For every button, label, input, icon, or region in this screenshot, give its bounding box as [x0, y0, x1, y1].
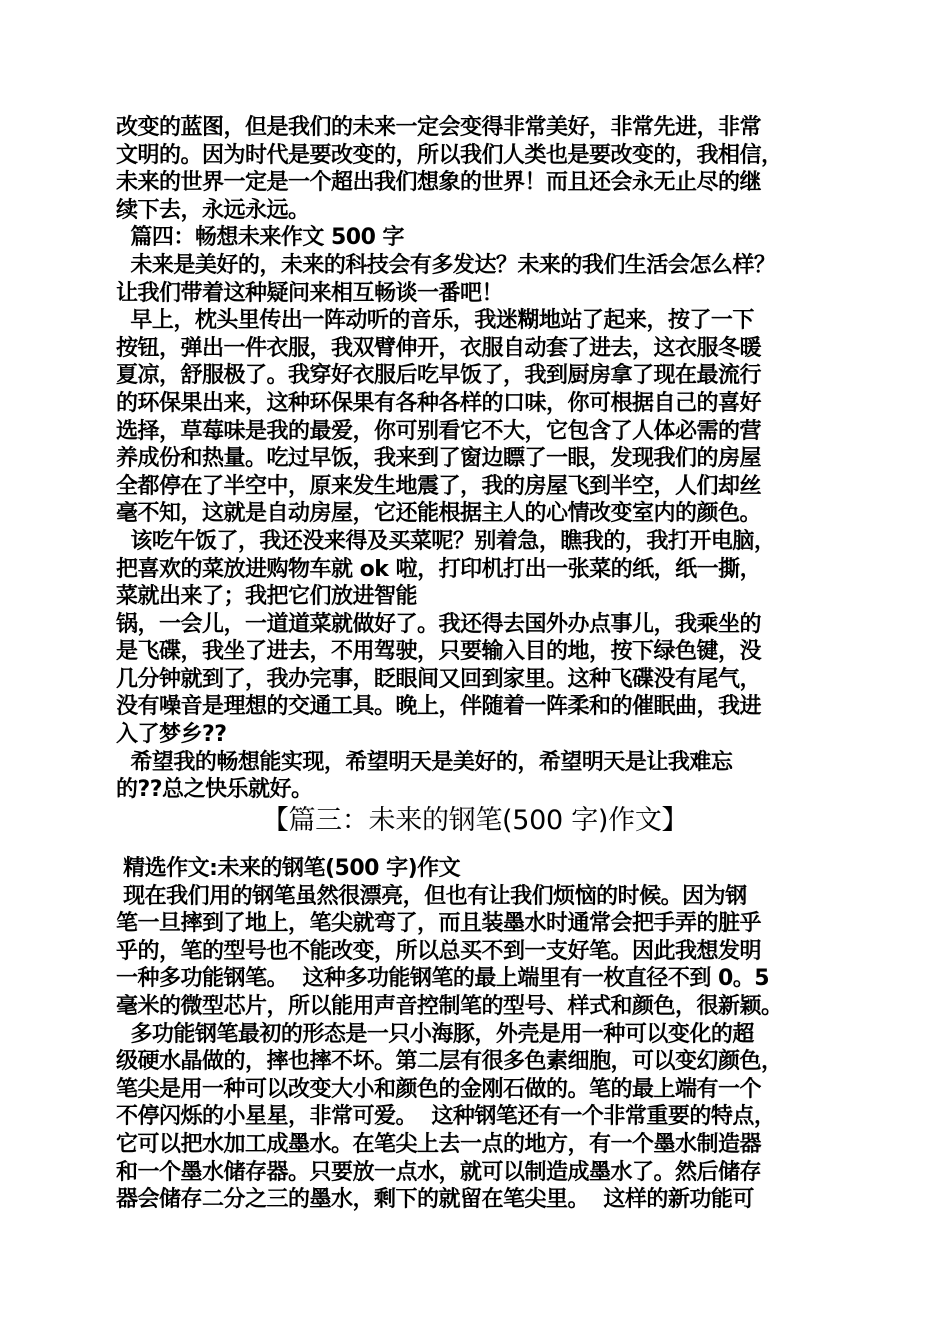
text-line: 养成份和热量。吃过早饭，我来到了窗边瞟了一眼，发现我们的房屋: [116, 446, 762, 472]
text-line: 篇四：畅想未来作文 500 字: [116, 225, 405, 251]
body-text-part2: [116, 855, 846, 1214]
text-line: 该吃午饭了，我还没来得及买菜呢？别着急，瞧我的，我打开电脑，: [116, 528, 776, 554]
text-line: 不停闪烁的小星星，非常可爱。 这种钢笔还有一个非常重要的特点，: [116, 1104, 776, 1130]
text-line: 按钮，弹出一件衣服，我双臂伸开，衣服自动套了进去，这衣服冬暖: [116, 335, 762, 361]
text-line: 器会储存二分之三的墨水，剩下的就留在笔尖里。 这样的新功能可: [116, 1187, 754, 1213]
text-line: 几分钟就到了，我办完事，眨眼间又回到家里。这种飞碟没有尾气，: [116, 666, 762, 692]
section-heading: 【篇三：未来的钢笔(500 字)作文】: [261, 805, 689, 836]
text-line: 和一个墨水储存器。只要放一点水，就可以制造成墨水了。然后储存: [116, 1159, 762, 1185]
text-line: 的环保果出来，这种环保果有各种各样的口味，你可根据自己的喜好: [116, 390, 762, 416]
text-line: 入了梦乡??: [116, 722, 227, 748]
text-line: 的??总之快乐就好。: [116, 777, 313, 803]
text-line: 锅，一会儿，一道道菜就做好了。我还得去国外办点事儿，我乘坐的: [116, 611, 762, 637]
text-line: 未来是美好的，未来的科技会有多发达？未来的我们生活会怎么样？: [116, 252, 776, 278]
text-line: 全都停在了半空中，原来发生地震了，我的房屋飞到半空，人们却丝: [116, 473, 762, 499]
text-line: 笔尖是用一种可以改变大小和颜色的金刚石做的。笔的最上端有一个: [116, 1076, 762, 1102]
text-line: 早上，枕头里传出一阵动听的音乐，我迷糊地站了起来，按了一下: [116, 308, 754, 334]
text-line: 乎的，笔的型号也不能改变，所以总买不到一支好笔。因此我想发明: [116, 938, 762, 964]
text-line: 毫不知，这就是自动房屋，它还能根据主人的心情改变室内的颜色。: [116, 501, 762, 527]
text-line: 文明的。因为时代是要改变的，所以我们人类也是要改变的，我相信，: [116, 142, 783, 168]
text-line: 希望我的畅想能实现，希望明天是美好的，希望明天是让我难忘: [116, 749, 733, 775]
text-line: 让我们带着这种疑问来相互畅谈一番吧！: [116, 280, 504, 306]
text-line: 毫米的微型芯片，所以能用声音控制笔的型号、样式和颜色，很新颖。: [116, 993, 783, 1019]
text-line: 多功能钢笔最初的形态是一只小海豚，外壳是用一种可以变化的超: [116, 1021, 754, 1047]
text-line: 精选作文:未来的钢笔(500 字)作文: [116, 856, 461, 881]
text-line: 现在我们用的钢笔虽然很漂亮，但也有让我们烦恼的时候。因为钢: [116, 883, 747, 909]
text-line: 把喜欢的菜放进购物车就 ok 啦，打印机打出一张菜的纸，纸一撕，: [116, 556, 762, 582]
text-line: 菜就出来了；我把它们放进智能: [116, 584, 418, 610]
text-line: 是飞碟，我坐了进去，不用驾驶，只要输入目的地，按下绿色键，没: [116, 639, 762, 665]
text-line: 未来的世界一定是一个超出我们想象的世界！而且还会永无止尽的继: [116, 170, 762, 196]
text-line: 改变的蓝图，但是我们的未来一定会变得非常美好，非常先进，非常: [116, 115, 762, 140]
text-line: 级硬水晶做的，摔也摔不坏。第二层有很多色素细胞，可以变幻颜色，: [116, 1049, 783, 1075]
text-line: 续下去，永远永远。: [116, 197, 310, 223]
text-line: 它可以把水加工成墨水。在笔尖上去一点的地方，有一个墨水制造器: [116, 1131, 762, 1157]
text-line: 选择，草莓味是我的最爱，你可别看它不大，它包含了人体必需的营: [116, 418, 762, 444]
text-line: 夏凉，舒服极了。我穿好衣服后吃早饭了，我到厨房拿了现在最流行: [116, 363, 762, 389]
body-text-part1: [116, 114, 846, 804]
text-line: 一种多功能钢笔。 这种多功能钢笔的最上端里有一枚直径不到 0。5: [116, 966, 770, 992]
text-line: 没有噪音是理想的交通工具。晚上，伴随着一阵柔和的催眠曲，我进: [116, 694, 762, 720]
text-line: 笔一旦摔到了地上，笔尖就弯了，而且装墨水时通常会把手弄的脏乎: [116, 911, 762, 937]
